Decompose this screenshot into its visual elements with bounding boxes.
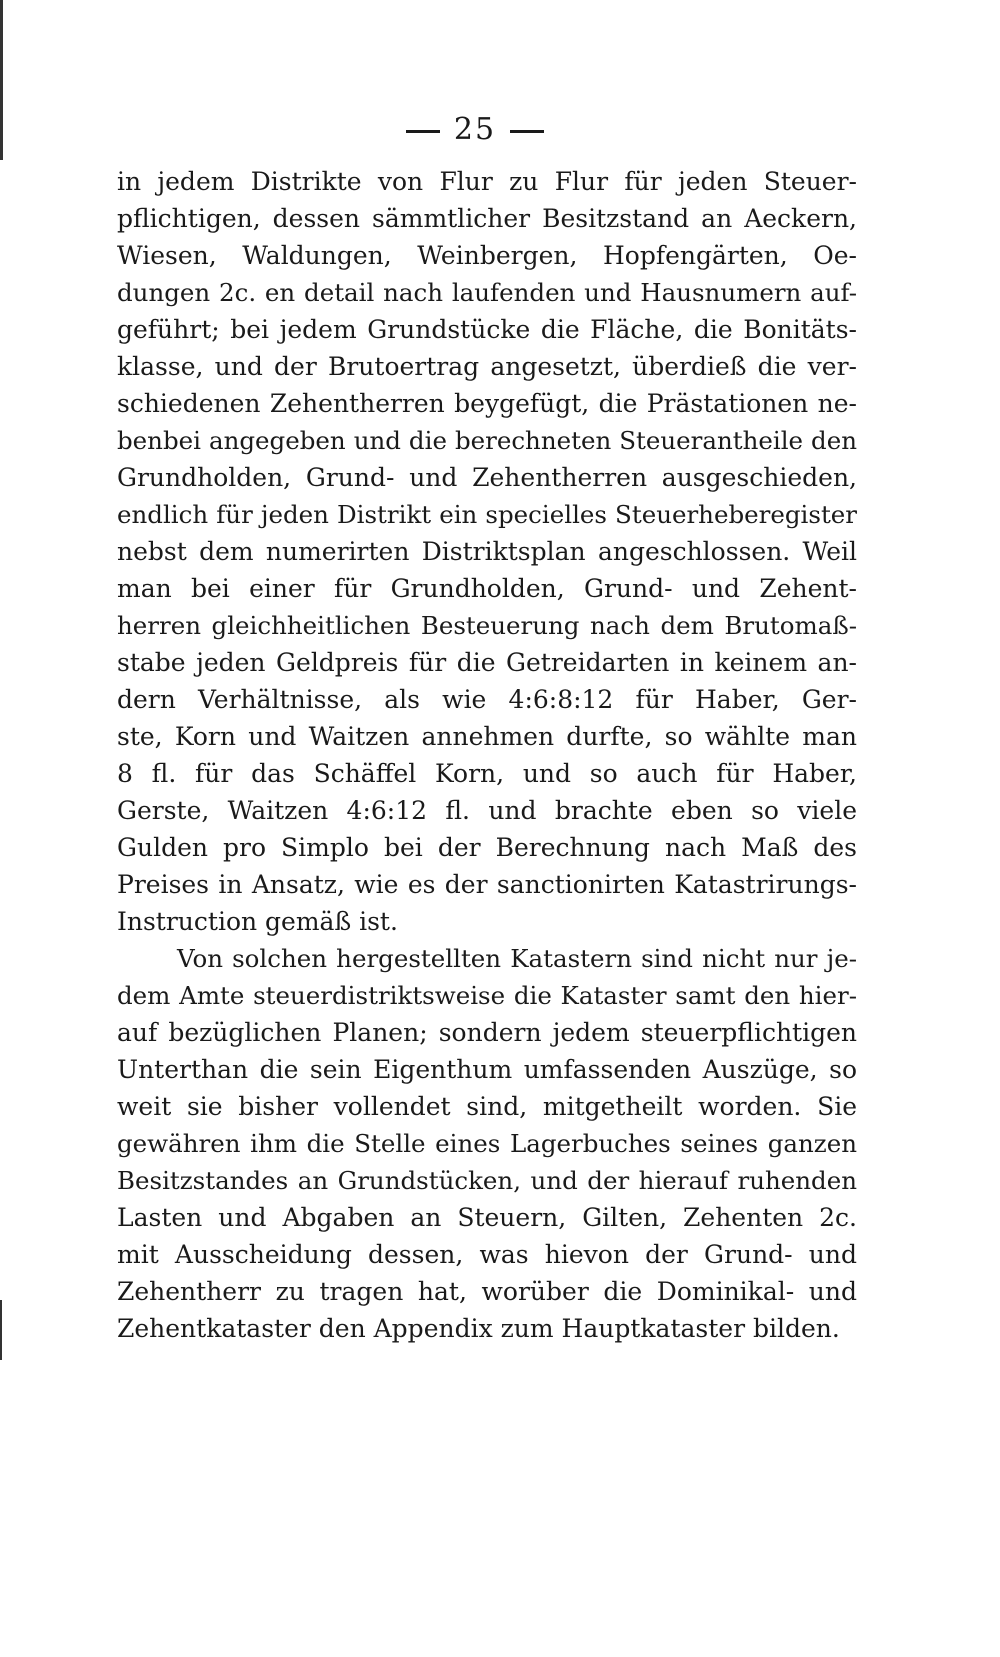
text-line: weit sie bisher vollendet sind, mitgetheilt worden. Sie <box>117 1092 857 1121</box>
text-line: geführt; bei jedem Grundstücke die Fläche, die Bonitäts- <box>117 315 857 344</box>
page-number-text: 25 <box>453 112 497 147</box>
text-line: Lasten und Abgaben an Steuern, Gilten, Zehenten 2c. <box>117 1203 857 1232</box>
text-line: 8 fl. für das Schäffel Korn, und so auch für Haber, <box>117 759 857 788</box>
text-line: stabe jeden Geldpreis für die Getreidarten in keinem an- <box>117 648 857 677</box>
text-line: in jedem Distrikte von Flur zu Flur für jeden Steuer- <box>117 167 857 196</box>
text-line: Unterthan die sein Eigenthum umfassenden Auszüge, so <box>117 1055 857 1084</box>
text-line: Instruction gemäß ist. <box>117 907 398 936</box>
text-line: man bei einer für Grundholden, Grund- und Zehent- <box>117 574 857 603</box>
text-line: benbei angegeben und die berechneten Steuerantheile den <box>117 426 857 455</box>
text-line: dern Verhältnisse, als wie 4:6:8:12 für Haber, Ger- <box>117 685 857 714</box>
page-number <box>0 112 950 147</box>
text-line: nebst dem numerirten Distriktsplan angeschlossen. Weil <box>117 537 857 566</box>
text-line: ste, Korn und Waitzen annehmen durfte, so wählte man <box>117 722 857 751</box>
text-line: Zehentherr zu tragen hat, worüber die Dominikal- und <box>117 1277 857 1306</box>
text-line: dem Amte steuerdistriktsweise die Kataster samt den hier- <box>117 981 857 1010</box>
text-line: gewähren ihm die Stelle eines Lagerbuches seines ganzen <box>117 1129 857 1158</box>
text-line: klasse, und der Brutoertrag angesetzt, überdieß die ver- <box>117 352 857 381</box>
paragraph-2 <box>117 940 857 1347</box>
text-line: mit Ausscheidung dessen, was hievon der Grund- und <box>117 1240 857 1269</box>
text-line: auf bezüglichen Planen; sondern jedem steuerpflichtigen <box>117 1018 857 1047</box>
text-line: Gerste, Waitzen 4:6:12 fl. und brachte eben so viele <box>117 796 857 825</box>
text-line: dungen 2c. en detail nach laufenden und Hausnumern auf- <box>117 278 857 307</box>
page-edge-mark <box>0 1300 2 1360</box>
text-line: Von solchen hergestellten Katastern sind nicht nur je- <box>177 944 857 973</box>
text-line: pflichtigen, dessen sämmtlicher Besitzstand an Aeckern, <box>117 204 857 233</box>
text-line: Gulden pro Simplo bei der Berechnung nach Maß des <box>117 833 857 862</box>
dash-right <box>510 130 544 133</box>
text-line: Besitzstandes an Grundstücken, und der hierauf ruhenden <box>117 1166 857 1195</box>
text-line: Grundholden, Grund- und Zehentherren ausgeschieden, <box>117 463 857 492</box>
text-line: Zehentkataster den Appendix zum Hauptkataster bilden. <box>117 1314 840 1343</box>
text-line: schiedenen Zehentherren beygefügt, die Prästationen ne- <box>117 389 857 418</box>
dash-left <box>406 130 440 133</box>
text-line: Wiesen, Waldungen, Weinbergen, Hopfengärten, Oe- <box>117 241 857 270</box>
text-line: Preises in Ansatz, wie es der sanctionirten Katastrirungs- <box>117 870 857 899</box>
paragraph-1 <box>117 163 857 940</box>
text-line: herren gleichheitlichen Besteuerung nach dem Brutomaß- <box>117 611 857 640</box>
text-line: endlich für jeden Distrikt ein specielles Steuerheberegister <box>117 500 857 529</box>
